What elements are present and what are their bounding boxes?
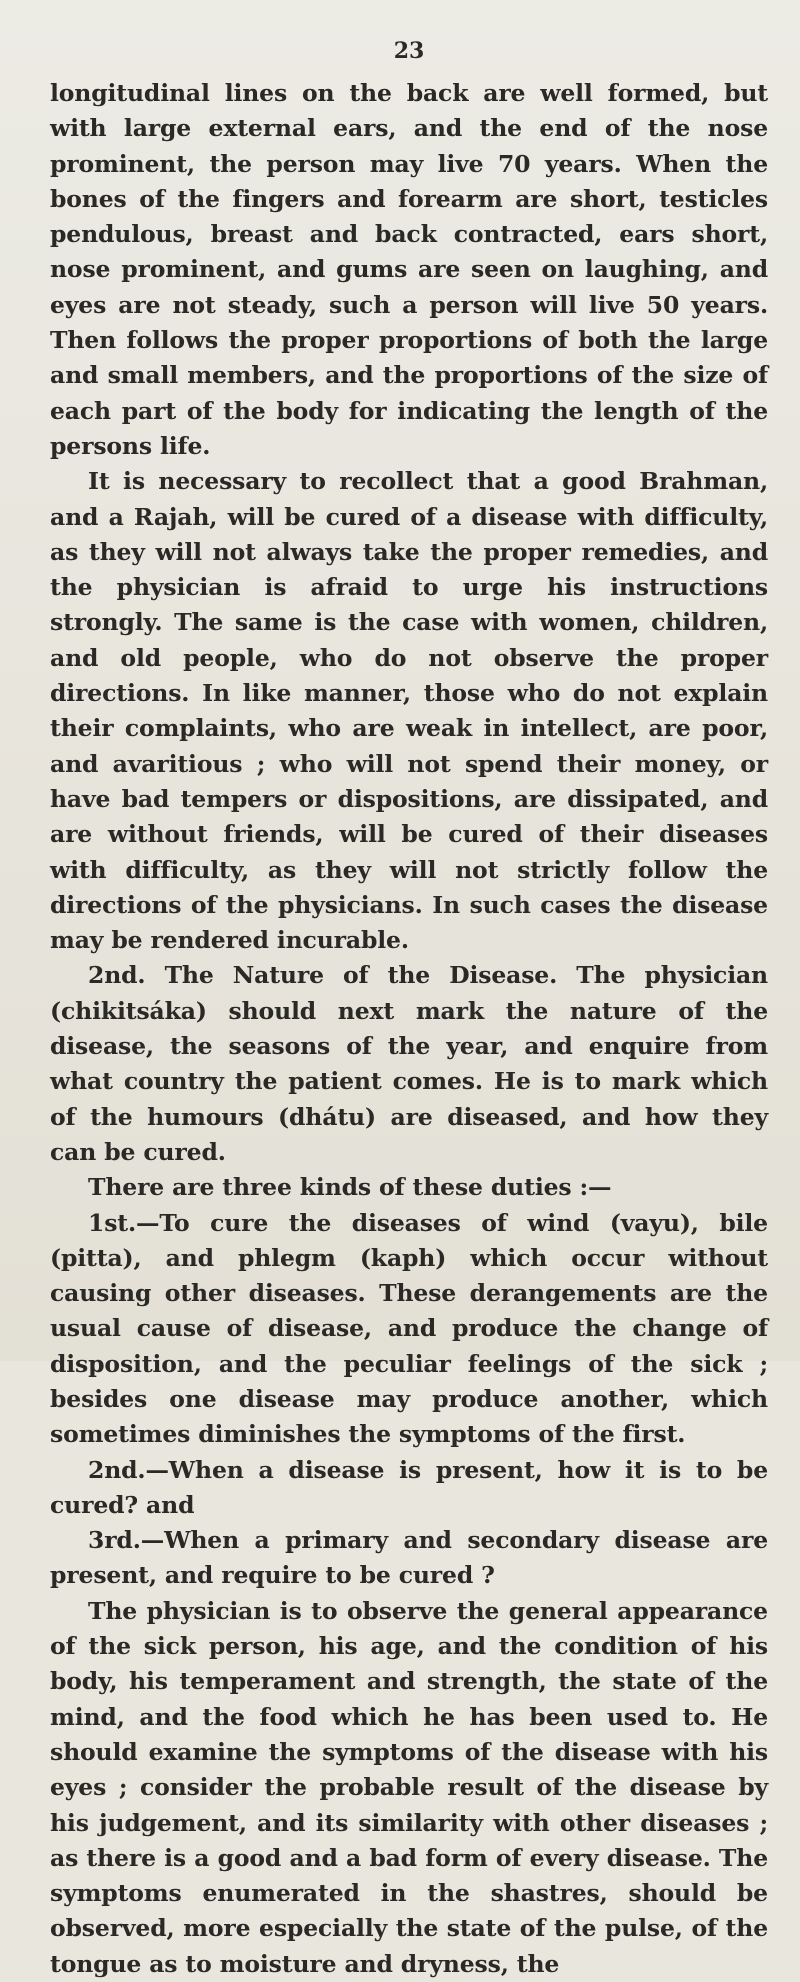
paragraph-longevity: longitudinal lines on the back are well formed, but with large external ears, and the end of the nose prominent, the person may live 70 years. When the bones of the fingers and forearm are short, testicles pendulous, breast and back contracted, ears short, nose prominent, and gums are seen on laughing, and eyes are not steady, such a person will live 50 years. Then follows the proper proportions of both the large and small members, and the proportions of the size of each part of the body for indicating the length of the persons life. (50, 79, 768, 460)
paragraph-difficult-patients: It is necessary to recollect that a good Brahman, and a Rajah, will be cured of a disease with difficulty, as they will not always take the proper remedies, and the physician is afraid to urge his instructions strongly. The same is the case with women, children, and old people, who do not observe the proper directions. In like manner, those who do not explain their complaints, who are weak in intellect, are poor, and avaritious ; who will not spend their money, or have bad tempers or dispositions, are dissipated, and are without friends, will be cured of their diseases with difficulty, as they will not strictly follow the directions of the physicians. In such cases the disease may be rendered incurable. (50, 467, 768, 955)
body-text (50, 76, 768, 1982)
paragraph-three-duties: There are three kinds of these duties :— (88, 1173, 612, 1202)
paragraph-second-duty: 2nd.—When a disease is present, how it is to be cured? and (50, 1455, 768, 1519)
page-number: 23 (393, 38, 425, 64)
paragraph-examination: The physician is to observe the general appearance of the sick person, his age, and the condition of his body, his temperament and strength, the state of the mind, and the food which he has been used to. He should examine the symptoms of the disease with his eyes ; consider the probable result of the disease by his judgement, and its similarity with other diseases ; as there is a good and a bad form of every disease. The symptoms enumerated in the shastres, should be observed, more especially the state of the pulse, of the tongue as to moisture and dryness, the (50, 1596, 768, 1978)
paragraph-third-duty: 3rd.—When a primary and secondary disease are present, and require to be cured ? (50, 1526, 768, 1590)
paragraph-first-duty: 1st.—To cure the diseases of wind (vayu), bile (pitta), and phlegm (kaph) which occur without causing other diseases. These derangements are the usual cause of disease, and produce the change of disposition, and the peculiar feelings of the sick ; besides one disease may produce another, which sometimes diminishes the symptoms of the first. (50, 1208, 768, 1449)
paragraph-nature-of-disease: 2nd. The Nature of the Disease. The physician (chikitsáka) should next mark the nature of the disease, the seasons of the year, and enquire from what country the patient comes. He is to mark which of the humours (dhátu) are diseased, and how they can be cured. (50, 961, 768, 1166)
